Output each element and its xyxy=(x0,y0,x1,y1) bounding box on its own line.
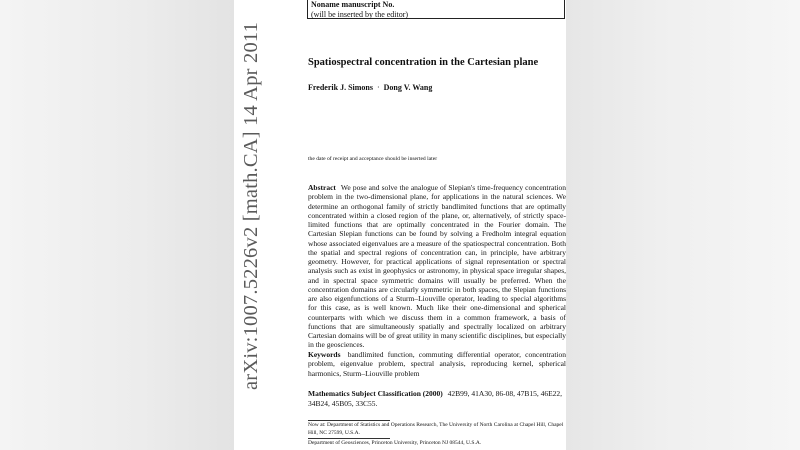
viewer-background-left xyxy=(0,0,234,450)
author-name: Frederik J. Simons xyxy=(308,83,373,92)
received-note: the date of receipt and acceptance should be inserted later xyxy=(308,156,438,162)
manuscript-box xyxy=(307,0,565,19)
paper-title: Spatiospectral concentration in the Cartesian plane xyxy=(308,57,539,68)
paper-page xyxy=(234,0,566,450)
keywords-section xyxy=(308,350,566,378)
manuscript-note: (will be inserted by the editor) xyxy=(311,9,409,19)
viewer-background-right xyxy=(566,0,800,450)
footnote-affiliation-current: Now at: Department of Statistics and Operations Research, The University of North Carolina at Chapel Hill, Chapel Hill, NC 27599, U.S.A. xyxy=(308,422,564,436)
author-list xyxy=(308,83,564,92)
abstract-section xyxy=(308,183,566,350)
footnote-rule xyxy=(308,438,390,439)
abstract-label: Abstract xyxy=(308,183,336,192)
msc-label: Mathematics Subject Classification (2000) xyxy=(308,389,443,398)
manuscript-label: Noname manuscript No. xyxy=(311,0,395,9)
msc-section xyxy=(308,389,566,409)
arxiv-stamp: arXiv:1007.5226v2 [math.CA] 14 Apr 2011 xyxy=(240,21,262,390)
keywords-label: Keywords xyxy=(308,350,341,359)
author-name: Dong V. Wang xyxy=(383,83,433,92)
abstract-text: We pose and solve the analogue of Slepian's time-frequency concentration problem in the two-dimensional plane, for applications in the natural sciences. We determine an orthogonal family of strictly bandlimited functions that are optimally concentrated within a closed region of the plane, or, alternatively, of strictly space-limited functions that are optimally concentrated in the Fourier domain. The Cartesian Slepian functions can be found by solving a Fredholm integral equation whose associated eigenvalues are a measure of the spatiospectral concentration. Both the spatial and spectral regions of concentration can, in principle, have arbitrary geometry. However, for practical applications of signal representation or spectral analysis such as exist in geophysics or astronomy, in physical space irregular shapes, and in spectral space symmetric domains will usually be preferred. When the concentration domains are circularly symmetric in both spaces, the Slepian functions are also eigenfunctions of a Sturm–Liouville operator, leading to special algorithms for this case, as is well known. Much like their one-dimensional and spherical counterparts with which we discuss them in a common framework, a basis of functions that are simultaneously spatially and spectrally localized on arbitrary Cartesian domains will be of great utility in many scientific disciplines, but especially in the geosciences. xyxy=(308,183,566,350)
keywords-text: bandlimited function, commuting differential operator, concentration problem, eigenvalue problem, spectral analysis, reproducing kernel, spherical harmonics, Sturm–Liouville problem xyxy=(308,350,566,378)
footnote-affiliation-princeton: Department of Geosciences, Princeton University, Princeton NJ 08544, U.S.A. xyxy=(308,440,482,446)
footnote-rule xyxy=(308,420,390,421)
msc-text: 42B99, 41A30, 86-08, 47B15, 46E22, 34B24, 45B05, 33C55. xyxy=(308,389,563,408)
author-separator: · xyxy=(376,83,380,92)
